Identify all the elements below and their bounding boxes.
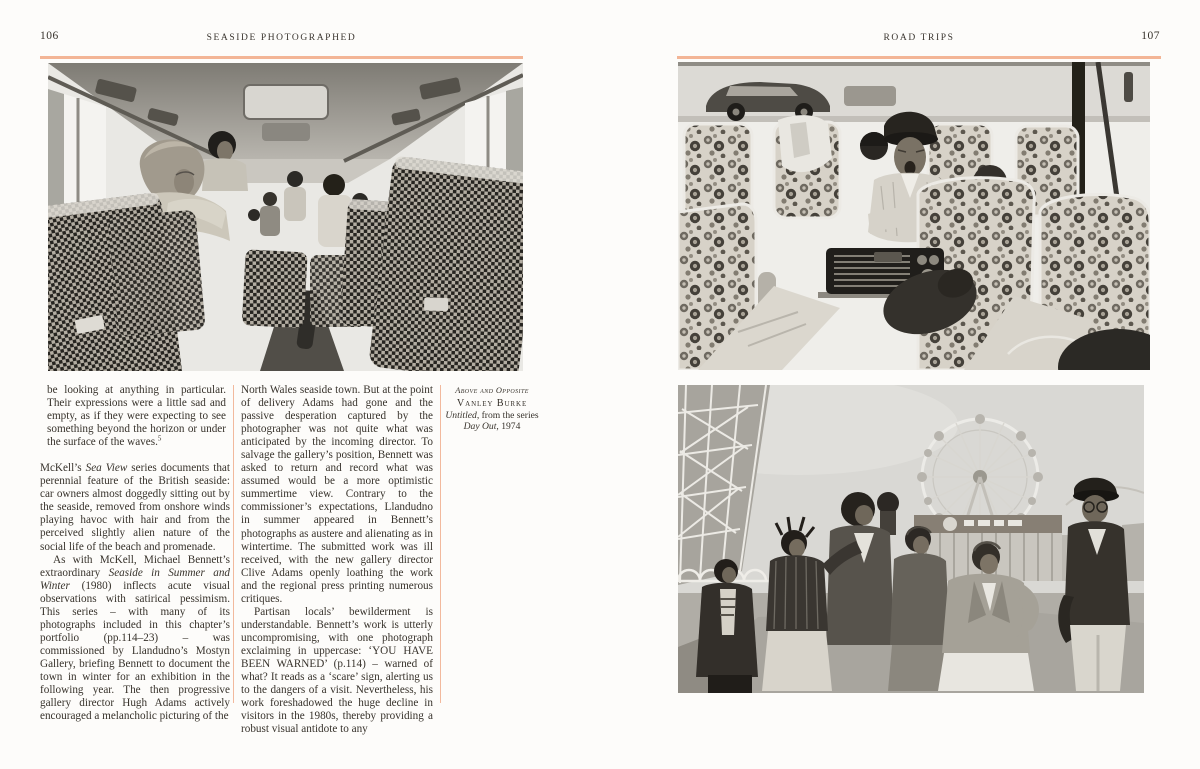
paragraph: North Wales seaside town. But at the point of delivery Adams had gone and the passive desperation captured by the photographer was not quite what was anticipated by the incoming director. To salvage the gallery’s position, Bennett was asked to return and record what was assumed would be a more optimistic summertime view. Contrary to the commissioner’s expectations, Llandudno in summer appeared in Bennett’s photographs as austere and alienating as in wintertime. The submitted work was ill received, with the new gallery director Clive Adams openly loathing the work and the regional press printing numerous critiques. xyxy=(241,384,433,605)
running-head-right: ROAD TRIPS xyxy=(883,33,955,43)
page-number-left: 106 xyxy=(40,30,59,42)
page-number-right: 107 xyxy=(1141,30,1160,42)
header-rule-right xyxy=(677,56,1161,59)
photo-funfair-group xyxy=(678,385,1144,693)
caption-work-line: Untitled, from the series xyxy=(445,410,539,421)
paragraph: As with McKell, Michael Bennett’s extraordinary Seaside in Summer and Winter (1980) inflects acute visual observations with satirical pessimism. This series – with many of its photographs included in this chapter’s portfolio (pp.114–23) – was commissioned by Llandudno’s Mostyn Gallery, briefing Bennett to document the town in winter for an exhibition in the following year. The then progressive gallery director Hugh Adams actively encouraged a melancholic picturing of the xyxy=(40,553,231,723)
column-divider-1 xyxy=(233,385,234,703)
paragraph: McKell’s Sea View series documents that perennial feature of the British seaside: car owners almost doggedly sitting out by the seaside, removed from onshore winds playing havoc with hair and from the perceived slightly alien nature of the social life of the beach and promenade. xyxy=(40,462,230,553)
header-rule-left xyxy=(40,56,523,59)
paragraph: Partisan locals’ bewilderment is understandable. Bennett’s work is utterly uncompromising, with one photograph exclaiming in uppercase: ‘YOU HAVE BEEN WARNED’ (p.114) – warned of what? It reads as a ‘scare’ sign, alerting us to the dangers of a visit. Nevertheless, his work foreshadowed the huge decline in visitors in the 1980s, thereby providing a robust visual antidote to any xyxy=(241,605,433,736)
caption-kicker: Above and Opposite xyxy=(455,386,529,395)
photo-coach-aisle xyxy=(48,63,523,371)
text-column-2 xyxy=(241,384,433,736)
text-column-1 xyxy=(40,384,230,723)
caption-artist: Vanley Burke xyxy=(456,398,528,409)
caption-series-line: Day Out, 1974 xyxy=(463,421,521,433)
paragraph: be looking at anything in particular. Their expressions were a little sad and empty, as if they were expecting to see something beyond the horizon or under the surface of the waves.$^5$ xyxy=(47,384,226,449)
photo-sleeping-passenger xyxy=(678,62,1150,370)
photo-caption xyxy=(441,386,543,433)
running-head-left: SEASIDE PHOTOGRAPHED xyxy=(206,33,357,43)
